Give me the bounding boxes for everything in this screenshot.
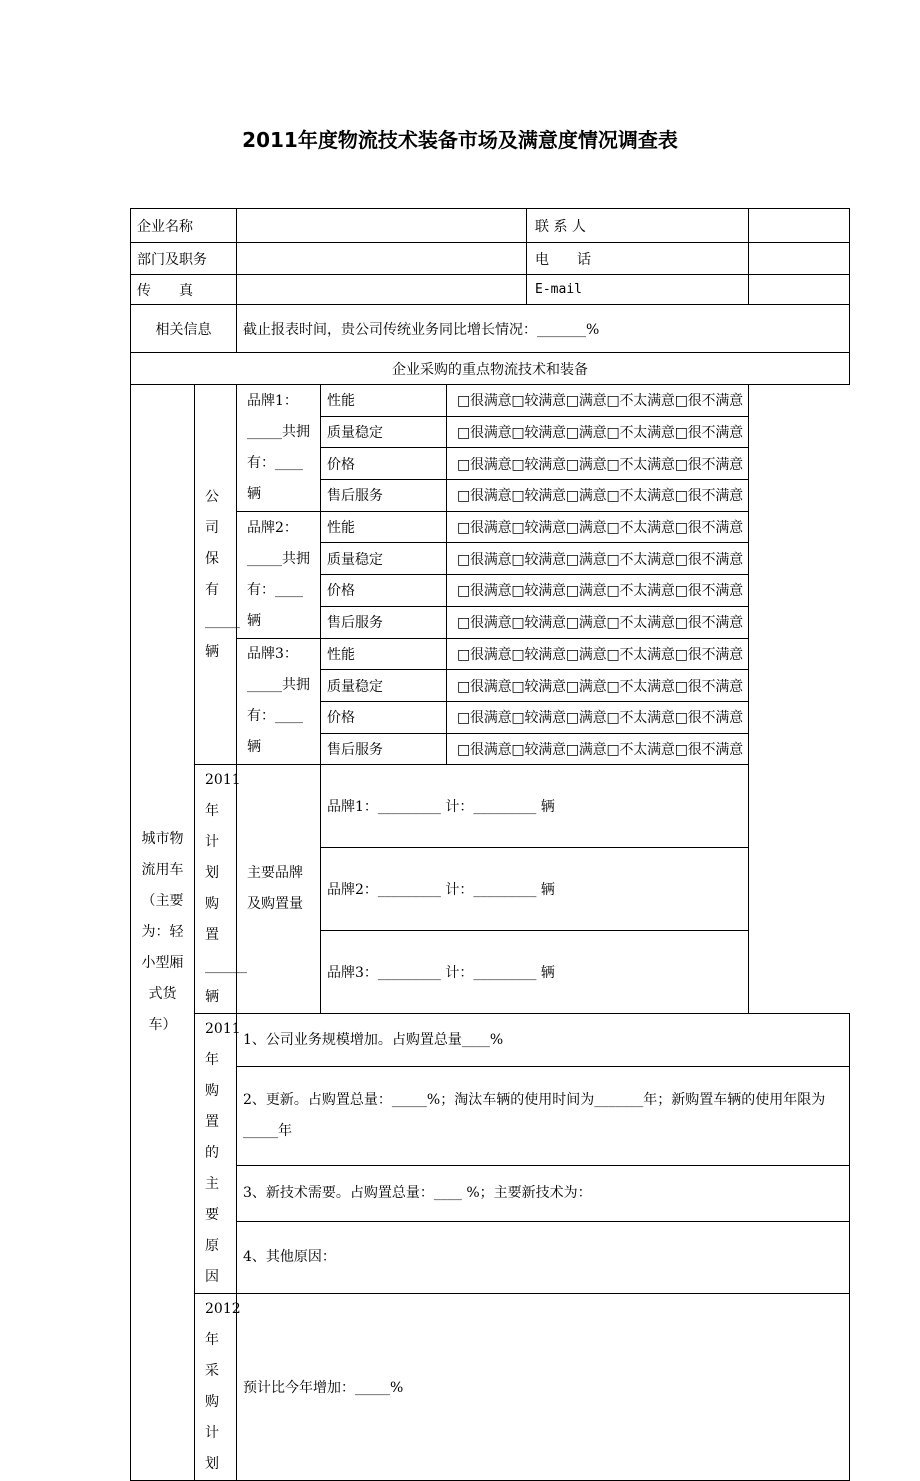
phone-label: 电 话	[527, 243, 749, 275]
fax-field[interactable]	[237, 275, 527, 305]
fax-label: 传 真	[131, 275, 237, 305]
aspect-2-3: 价格	[321, 575, 447, 607]
document-title: 2011年度物流技术装备市场及满意度情况调查表	[242, 128, 678, 152]
brand-1-label[interactable]: 品牌1：_____共拥有：____辆	[237, 385, 321, 512]
satisfaction-options[interactable]: □很满意□较满意□满意□不太满意□很不满意	[447, 606, 749, 638]
aspect-1-2: 质量稳定	[321, 416, 447, 448]
aspect-3-3: 价格	[321, 701, 447, 733]
satisfaction-options[interactable]: □很满意□较满意□满意□不太满意□很不满意	[447, 543, 749, 575]
aspect-2-1: 性能	[321, 511, 447, 543]
reason-item-1[interactable]: 1、公司业务规模增加。占购置总量____%	[237, 1014, 850, 1067]
section-header: 企业采购的重点物流技术和装备	[131, 353, 850, 385]
plan-2011-brand-row[interactable]: 品牌3：_________ 计：_________ 辆	[321, 931, 749, 1014]
aspect-1-4: 售后服务	[321, 480, 447, 512]
satisfaction-options[interactable]: □很满意□较满意□满意□不太满意□很不满意	[447, 733, 749, 765]
plan-2011-label[interactable]: 2011年计划购置______辆	[195, 765, 237, 1014]
email-field[interactable]	[749, 275, 850, 305]
satisfaction-options[interactable]: □很满意□较满意□满意□不太满意□很不满意	[447, 701, 749, 733]
brand-3-label[interactable]: 品牌3：_____共拥有：____辆	[237, 638, 321, 765]
company-name-label: 企业名称	[131, 209, 237, 243]
aspect-3-1: 性能	[321, 638, 447, 670]
reason-item-2[interactable]: 2、更新。占购置总量：_____%；淘汰车辆的使用时间为_______年；新购置车辆的使用年限为_____年	[237, 1067, 850, 1166]
plan-2011-sub-label: 主要品牌及购置量	[237, 765, 321, 1014]
satisfaction-options[interactable]: □很满意□较满意□满意□不太满意□很不满意	[447, 416, 749, 448]
category-label: 城市物流用车（主要为：轻小型厢式货车）	[131, 385, 195, 1481]
brand-2-label[interactable]: 品牌2：_____共拥有：____辆	[237, 511, 321, 638]
aspect-2-4: 售后服务	[321, 606, 447, 638]
aspect-3-2: 质量稳定	[321, 670, 447, 702]
aspect-1-1: 性能	[321, 385, 447, 417]
reason-item-4[interactable]: 4、其他原因：	[237, 1222, 850, 1294]
aspect-2-2: 质量稳定	[321, 543, 447, 575]
contact-field[interactable]	[749, 209, 850, 243]
aspect-1-3: 价格	[321, 448, 447, 480]
satisfaction-options[interactable]: □很满意□较满意□满意□不太满意□很不满意	[447, 511, 749, 543]
aspect-3-4: 售后服务	[321, 733, 447, 765]
dept-label: 部门及职务	[131, 243, 237, 275]
plan-2012-label: 2012年采购计划	[195, 1294, 237, 1481]
satisfaction-options[interactable]: □很满意□较满意□满意□不太满意□很不满意	[447, 638, 749, 670]
company-name-field[interactable]	[237, 209, 527, 243]
dept-field[interactable]	[237, 243, 527, 275]
email-label: E-mail	[527, 275, 749, 305]
phone-field[interactable]	[749, 243, 850, 275]
plan-2011-brand-row[interactable]: 品牌2：_________ 计：_________ 辆	[321, 848, 749, 931]
survey-table	[130, 208, 850, 1481]
reasons-label: 2011年购置的主要原因	[195, 1014, 237, 1294]
satisfaction-options[interactable]: □很满意□较满意□满意□不太满意□很不满意	[447, 480, 749, 512]
satisfaction-options[interactable]: □很满意□较满意□满意□不太满意□很不满意	[447, 670, 749, 702]
plan-2012-field[interactable]: 预计比今年增加：_____%	[237, 1294, 850, 1481]
satisfaction-options[interactable]: □很满意□较满意□满意□不太满意□很不满意	[447, 385, 749, 417]
owned-count-label: 公司保有_____辆	[195, 385, 237, 765]
contact-label: 联 系 人	[527, 209, 749, 243]
reason-item-3[interactable]: 3、新技术需要。占购置总量：____ %；主要新技术为：	[237, 1165, 850, 1221]
satisfaction-options[interactable]: □很满意□较满意□满意□不太满意□很不满意	[447, 448, 749, 480]
related-info-label: 相关信息	[131, 305, 237, 353]
satisfaction-options[interactable]: □很满意□较满意□满意□不太满意□很不满意	[447, 575, 749, 607]
growth-field[interactable]: 截止报表时间，贵公司传统业务同比增长情况：_______%	[237, 305, 850, 353]
plan-2011-brand-row[interactable]: 品牌1：_________ 计：_________ 辆	[321, 765, 749, 848]
